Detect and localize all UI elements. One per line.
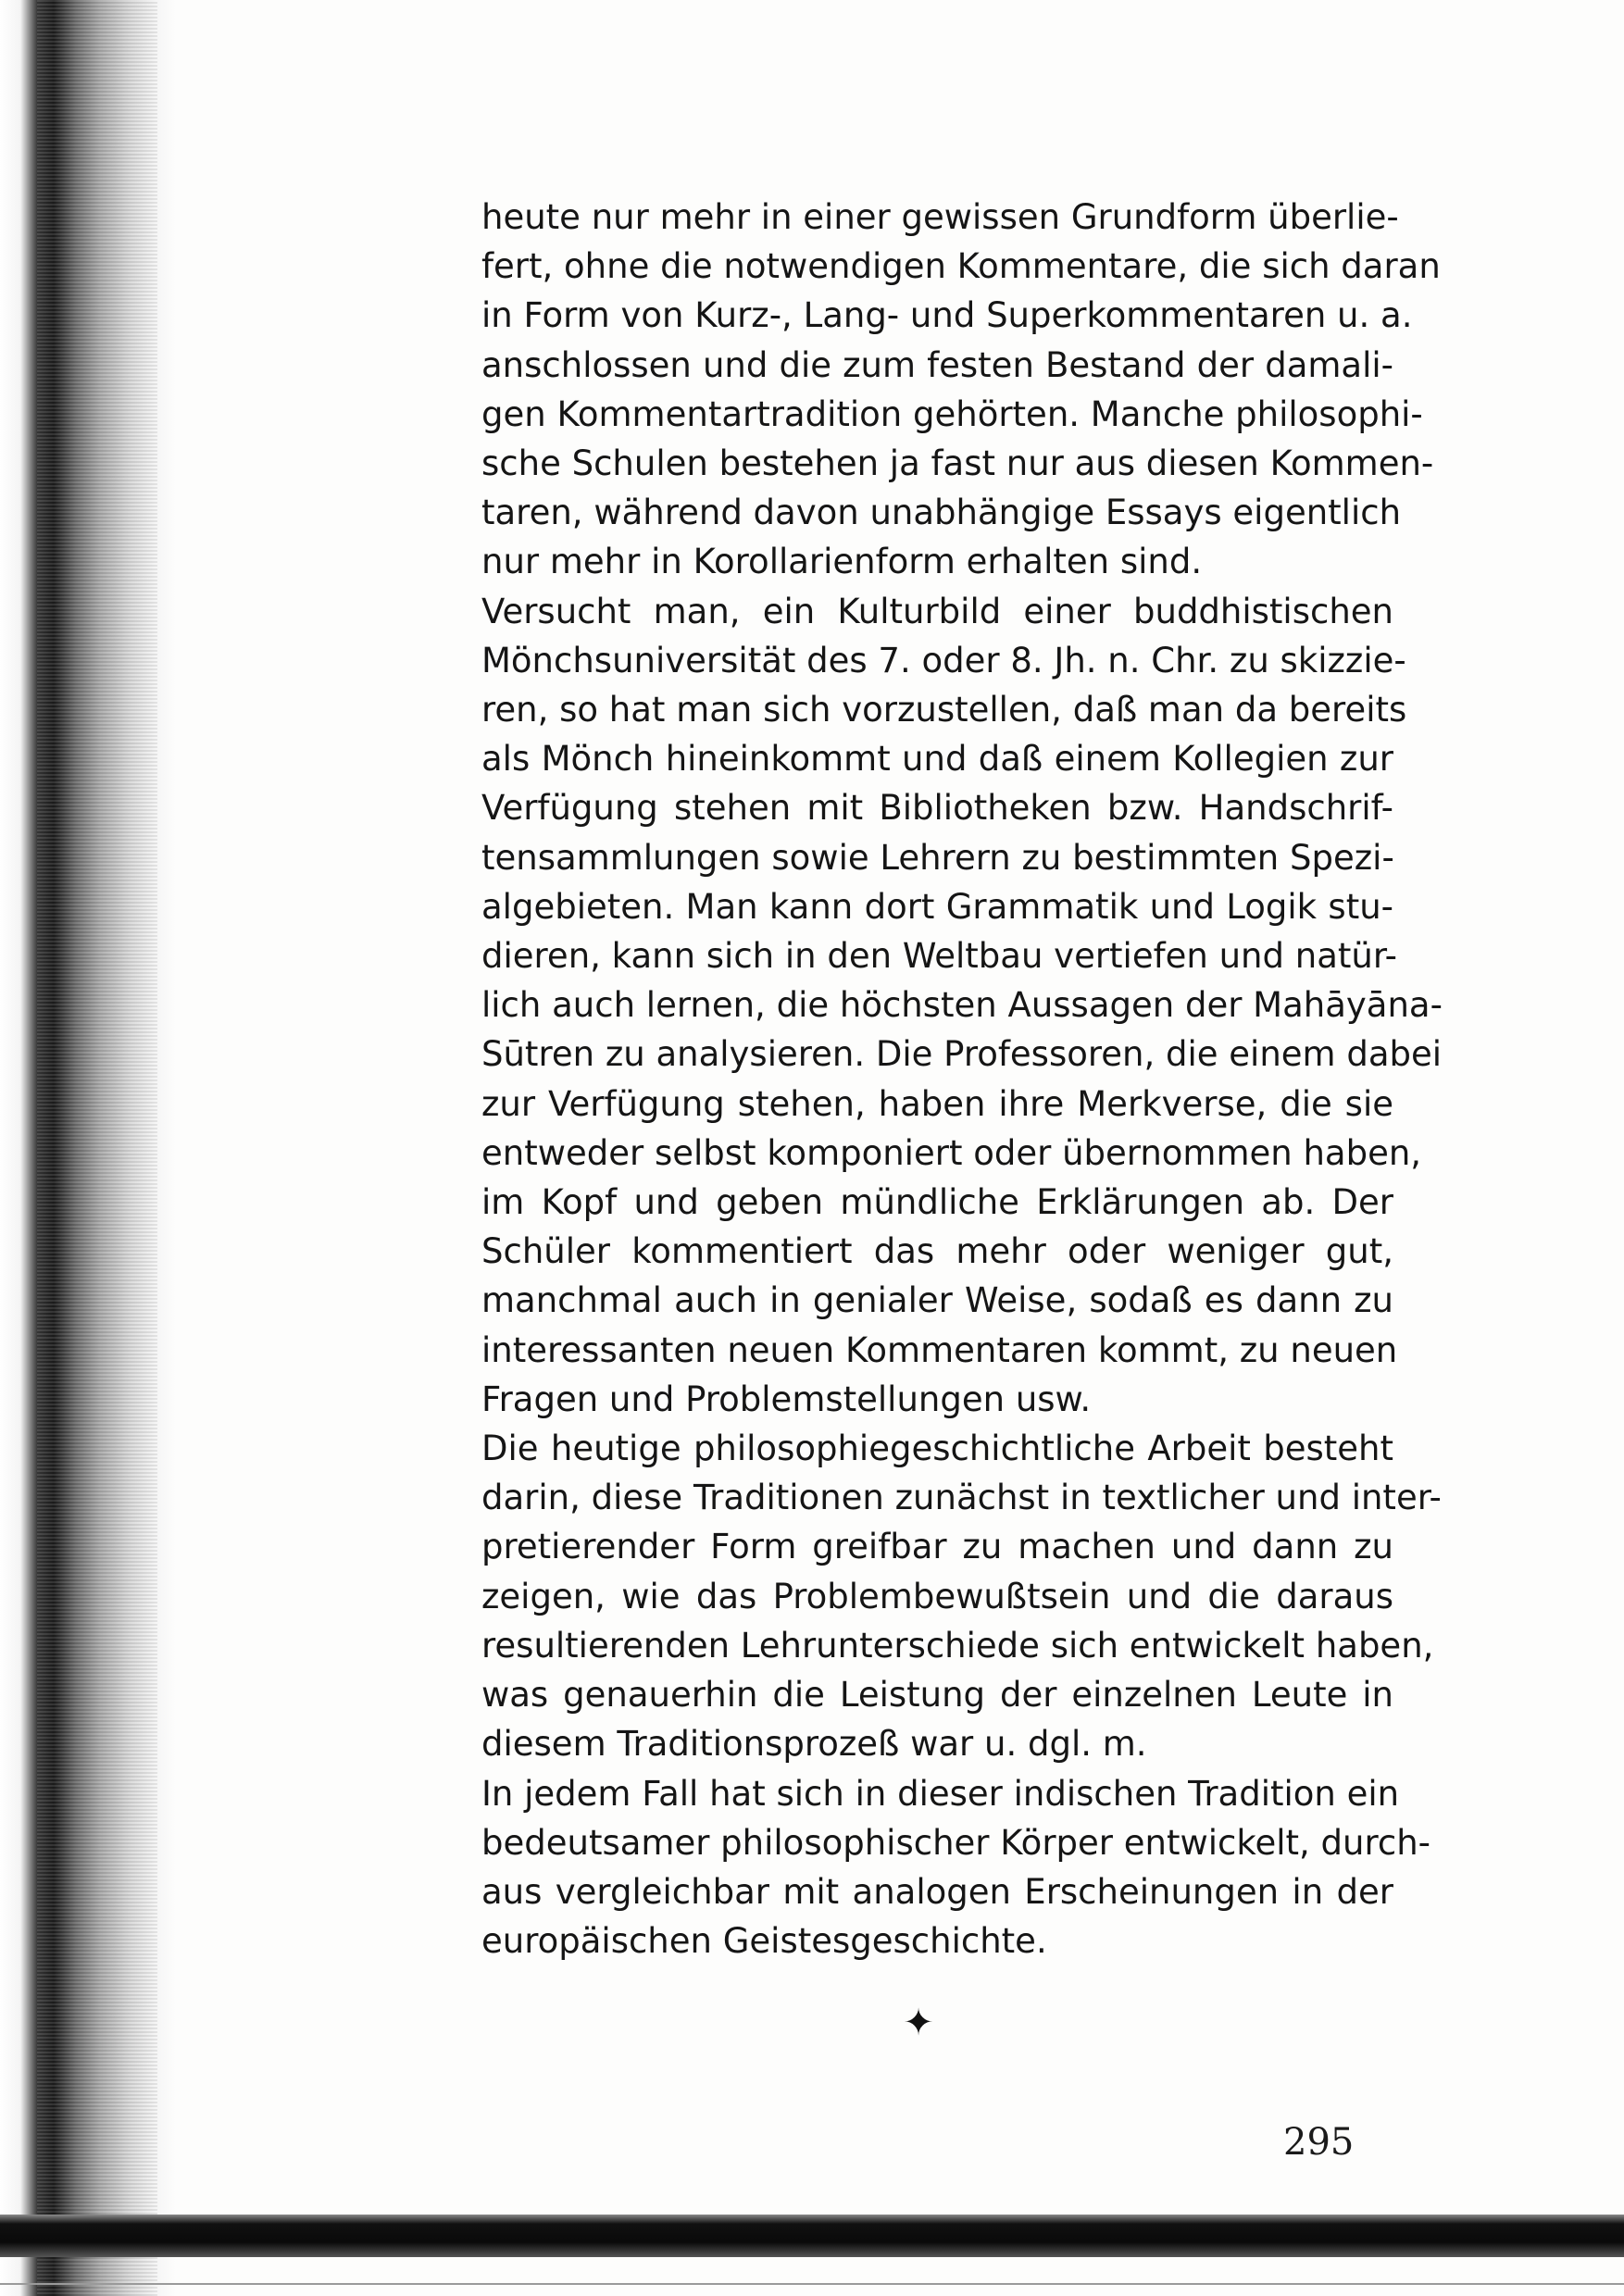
text-line: Die heutige philosophiegeschichtliche Arbeit besteht xyxy=(481,1429,1393,1469)
text-line: entweder selbst komponiert oder übernommen haben, xyxy=(481,1132,1422,1173)
text-line: lich auch lernen, die höchsten Aussagen der Mahāyāna- xyxy=(481,985,1443,1026)
text-line: fert, ohne die notwendigen Kommentare, die sich daran xyxy=(481,246,1441,287)
paragraph xyxy=(481,193,1441,587)
text-line: Mönchsuniversität des 7. oder 8. Jh. n. Chr. zu skizzie- xyxy=(481,640,1406,680)
binding-gutter-shadow xyxy=(0,0,176,2296)
text-line: darin, diese Traditionen zunächst in textlicher und inter- xyxy=(481,1478,1442,1518)
text-line: In jedem Fall hat sich in dieser indischen Tradition ein xyxy=(481,1773,1400,1814)
page-number: 295 xyxy=(1283,2121,1355,2164)
text-line: Versucht man, ein Kulturbild einer buddhistischen xyxy=(481,591,1393,631)
gutter-scan-grain xyxy=(37,0,157,2296)
text-line: als Mönch hineinkommt und daß einem Kollegien zur xyxy=(481,739,1393,780)
text-line: pretierender Form greifbar zu machen und dann zu xyxy=(481,1527,1393,1567)
body-text xyxy=(481,193,1443,1965)
text-line: manchmal auch in genialer Weise, sodaß es dann zu xyxy=(481,1280,1393,1321)
text-line: heute nur mehr in einer gewissen Grundform überlie- xyxy=(481,197,1399,237)
text-line: ren, so hat man sich vorzustellen, daß man da bereits xyxy=(481,690,1407,730)
text-line: Sūtren zu analysieren. Die Professoren, die einem dabei xyxy=(481,1034,1443,1075)
text-line: in Form von Kurz-, Lang- und Superkommentaren u. a. xyxy=(481,295,1413,336)
text-line: Fragen und Problemstellungen usw. xyxy=(481,1379,1092,1419)
text-line: Schüler kommentiert das mehr oder weniger gut, xyxy=(481,1231,1393,1272)
text-line: sche Schulen bestehen ja fast nur aus diesen Kommen- xyxy=(481,443,1434,484)
text-line: im Kopf und geben mündliche Erklärungen ab. Der xyxy=(481,1182,1393,1223)
text-line: resultierenden Lehrunterschiede sich entwickelt haben, xyxy=(481,1625,1434,1666)
scan-bottom-edge xyxy=(0,2215,1624,2257)
text-line: zur Verfügung stehen, haben ihre Merkverse, die sie xyxy=(481,1083,1393,1124)
text-line: zeigen, wie das Problembewußtsein und die daraus xyxy=(481,1576,1393,1616)
text-line: europäischen Geistesgeschichte. xyxy=(481,1921,1047,1962)
text-line: taren, während davon unabhängige Essays eigentlich xyxy=(481,493,1402,533)
text-line: diesem Traditionsprozeß war u. dgl. m. xyxy=(481,1724,1147,1765)
paragraph xyxy=(481,1424,1442,1768)
text-line: dieren, kann sich in den Weltbau vertiefen und natür- xyxy=(481,936,1398,977)
text-line: was genauerhin die Leistung der einzelnen Leute in xyxy=(481,1675,1393,1716)
text-line: interessanten neuen Kommentaren kommt, zu neuen xyxy=(481,1329,1398,1370)
text-line: bedeutsamer philosophischer Körper entwickelt, durch- xyxy=(481,1822,1431,1863)
text-line: algebieten. Man kann dort Grammatik und Logik stu- xyxy=(481,886,1393,927)
text-line: anschlossen und die zum festen Bestand der damali- xyxy=(481,344,1393,385)
section-ornament-icon: ✦ xyxy=(903,2002,934,2044)
text-line: nur mehr in Korollarienform erhalten sind. xyxy=(481,542,1203,582)
text-line: Verfügung stehen mit Bibliotheken bzw. Handschrif- xyxy=(481,788,1393,829)
text-line: gen Kommentartradition gehörten. Manche philosophi- xyxy=(481,393,1423,434)
paragraph xyxy=(481,1769,1431,1966)
scan-bottom-line xyxy=(0,2283,1624,2285)
paragraph xyxy=(481,587,1443,1424)
text-line: aus vergleichbar mit analogen Erscheinungen in der xyxy=(481,1871,1393,1912)
text-line: tensammlungen sowie Lehrern zu bestimmten Spezi- xyxy=(481,837,1394,878)
